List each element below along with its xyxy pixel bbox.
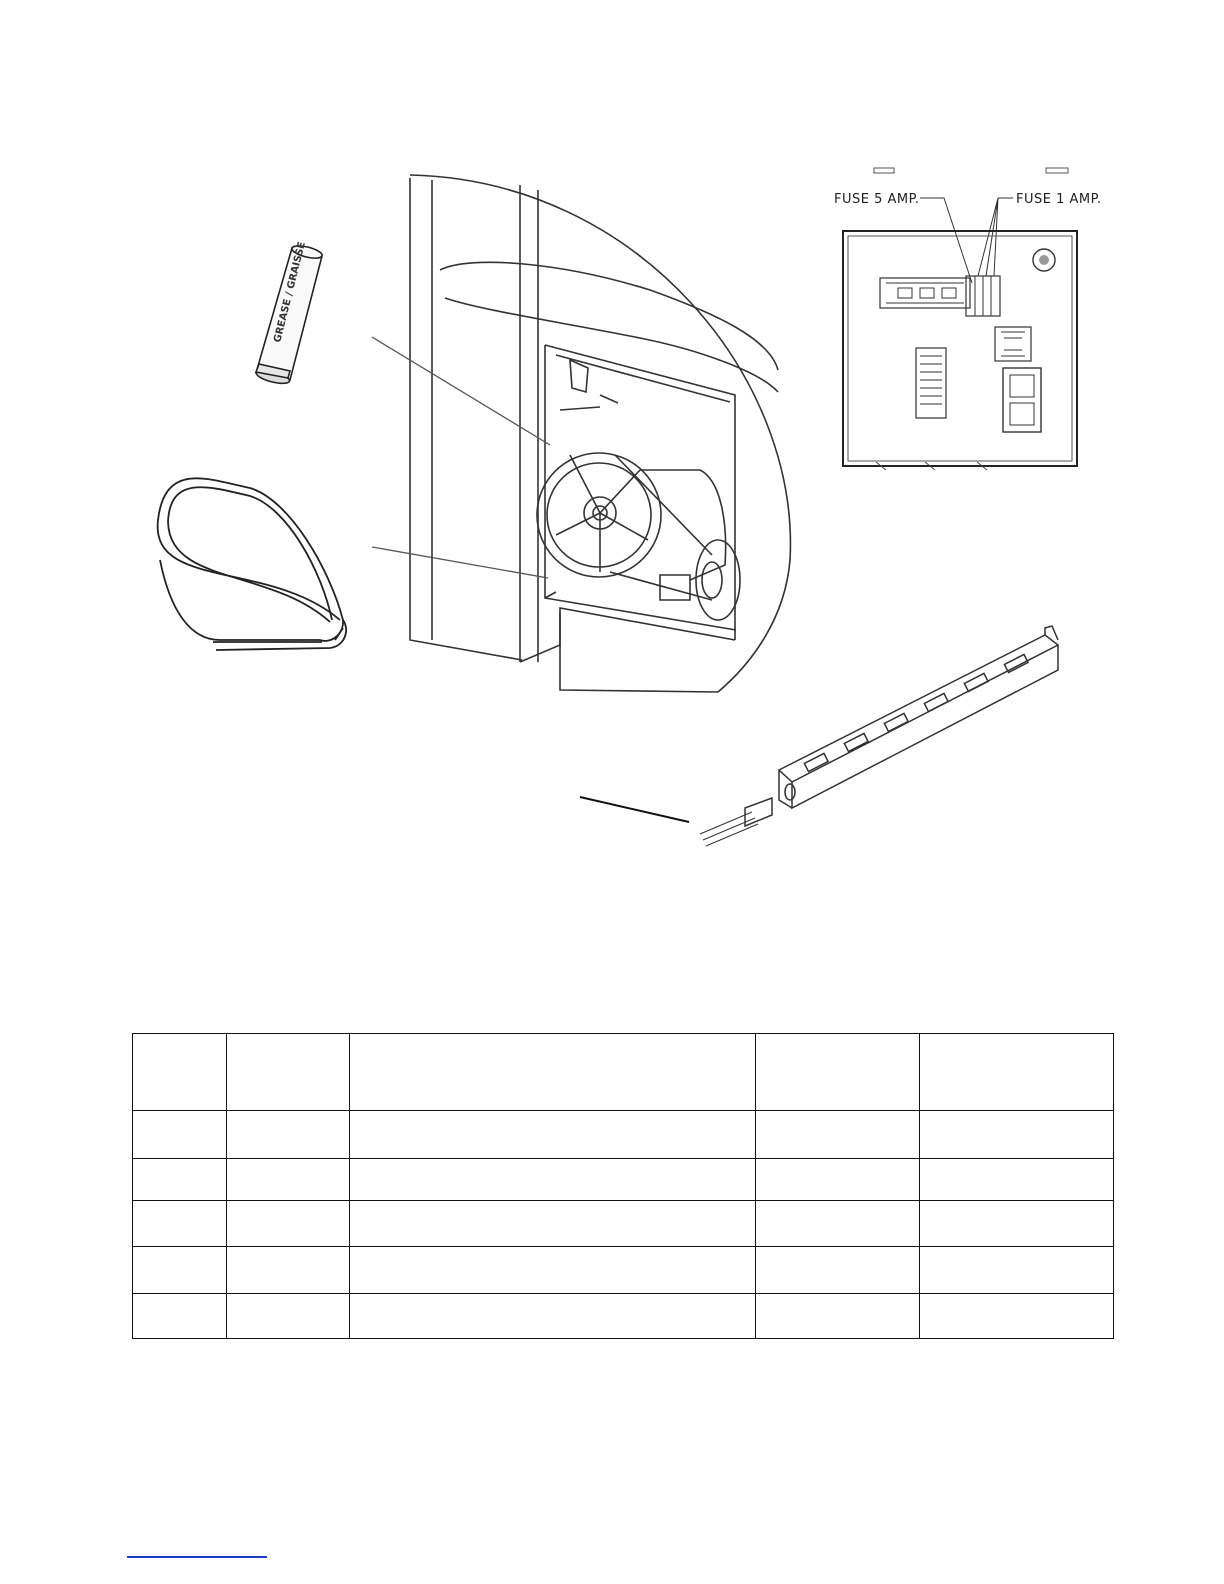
table-row: [133, 1159, 1114, 1201]
drive-belt: [158, 478, 346, 650]
table-cell: [350, 1034, 756, 1111]
table-cell: [350, 1159, 756, 1201]
table-cell: [227, 1034, 350, 1111]
table-cell: [920, 1034, 1114, 1111]
table-cell: [756, 1294, 920, 1339]
leader-lines: [372, 337, 689, 822]
table-cell: [350, 1294, 756, 1339]
table-cell: [756, 1159, 920, 1201]
table-cell: [920, 1111, 1114, 1159]
table-cell: [133, 1247, 227, 1294]
table-row: [133, 1201, 1114, 1247]
table-cell: [350, 1247, 756, 1294]
footer-link-underline[interactable]: [127, 1556, 267, 1558]
grease-tube: [255, 241, 323, 386]
table-cell: [756, 1247, 920, 1294]
fuse-1-amp-label: FUSE 1 AMP.: [1016, 192, 1102, 207]
table-row: [133, 1111, 1114, 1159]
parts-table: [132, 1033, 1114, 1339]
table-cell: [920, 1159, 1114, 1201]
table-cell: [227, 1111, 350, 1159]
mounting-bracket: [700, 626, 1058, 846]
table-cell: [920, 1247, 1114, 1294]
table-cell: [756, 1034, 920, 1111]
grease-tube-label: GREASE / GRAISSE: [272, 240, 308, 344]
fuse-5-amp-label: FUSE 5 AMP.: [834, 192, 920, 207]
table-header-row: [133, 1034, 1114, 1111]
table-cell: [133, 1159, 227, 1201]
table-cell: [133, 1201, 227, 1247]
table-cell: [227, 1247, 350, 1294]
table-cell: [350, 1111, 756, 1159]
control-panel: [834, 168, 1102, 470]
table-cell: [133, 1034, 227, 1111]
machine-detail: [410, 175, 790, 692]
table-cell: [350, 1201, 756, 1247]
table-cell: [227, 1201, 350, 1247]
table-cell: [756, 1111, 920, 1159]
table-cell: [920, 1201, 1114, 1247]
table-cell: [756, 1201, 920, 1247]
table-cell: [920, 1294, 1114, 1339]
table-cell: [133, 1294, 227, 1339]
table-row: [133, 1247, 1114, 1294]
table-row: [133, 1294, 1114, 1339]
table-cell: [133, 1111, 227, 1159]
table-cell: [227, 1159, 350, 1201]
table-cell: [227, 1294, 350, 1339]
